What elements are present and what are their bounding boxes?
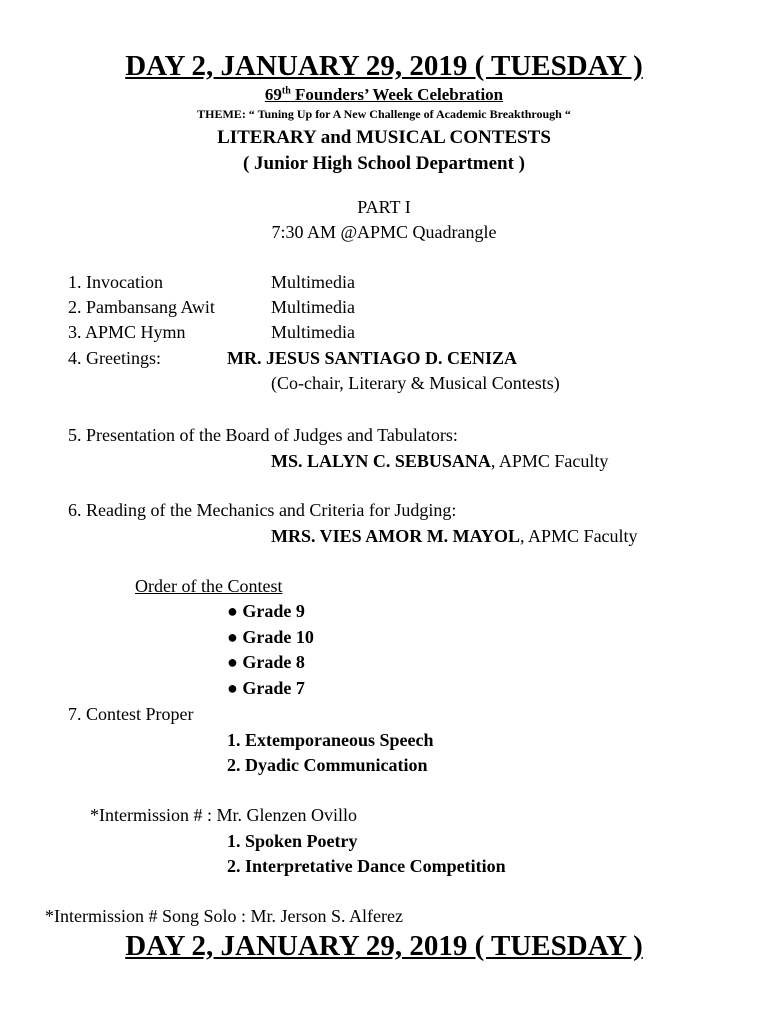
greetings-speaker-role: (Co-chair, Literary & Musical Contests) bbox=[271, 373, 560, 393]
contest-item: 1. Spoken Poetry bbox=[227, 831, 358, 851]
judges-presenter-affiliation: , APMC Faculty bbox=[490, 451, 609, 471]
program-item-contest-proper: 7. Contest Proper bbox=[68, 704, 194, 724]
department-line: ( Junior High School Department ) bbox=[242, 153, 525, 174]
order-grade-item: ● Grade 8 bbox=[227, 652, 305, 672]
mechanics-reader-affiliation: , APMC Faculty bbox=[520, 526, 638, 546]
program-item-mechanics: 6. Reading of the Mechanics and Criteria for Judging: bbox=[68, 500, 457, 520]
mechanics-reader bbox=[271, 525, 638, 547]
part-heading: PART I bbox=[357, 197, 411, 217]
program-item-invocation-value: Multimedia bbox=[271, 272, 355, 292]
page-title-repeat: DAY 2, JANUARY 29, 2019 ( TUESDAY ) bbox=[125, 930, 643, 962]
order-heading: Order of the Contest bbox=[135, 576, 283, 596]
contest-item: 2. Interpretative Dance Competition bbox=[227, 856, 506, 876]
program-item-judges: 5. Presentation of the Board of Judges and Tabulators: bbox=[68, 425, 458, 445]
mechanics-reader-name: MRS. VIES AMOR M. MAYOL bbox=[271, 526, 521, 546]
subtitle-ordinal-number: 69 bbox=[264, 85, 282, 104]
order-grade-item: ● Grade 10 bbox=[227, 627, 314, 647]
program-item-hymn: 3. APMC Hymn bbox=[68, 322, 186, 342]
contest-title: LITERARY and MUSICAL CONTESTS bbox=[217, 127, 551, 148]
judges-presenter-name: MS. LALYN C. SEBUSANA bbox=[271, 451, 491, 471]
judges-presenter bbox=[271, 450, 608, 472]
intermission-song-solo: *Intermission # Song Solo : Mr. Jerson S. Alferez bbox=[45, 906, 403, 926]
greetings-speaker-name: MR. JESUS SANTIAGO D. CENIZA bbox=[227, 348, 518, 368]
program-item-anthem: 2. Pambansang Awit bbox=[68, 297, 215, 317]
subtitle-ordinal-suffix: th bbox=[281, 85, 291, 97]
contest-item: 2. Dyadic Communication bbox=[227, 755, 428, 775]
contest-item: 1. Extemporaneous Speech bbox=[227, 730, 434, 750]
event-subtitle bbox=[0, 84, 768, 106]
subtitle-text: Founders’ Week Celebration bbox=[290, 85, 504, 104]
time-venue: 7:30 AM @APMC Quadrangle bbox=[271, 222, 497, 242]
program-item-invocation: 1. Invocation bbox=[68, 272, 163, 292]
theme-line: THEME: “ Tuning Up for A New Challenge of Academic Breakthrough “ bbox=[197, 107, 571, 121]
order-grade-item: ● Grade 7 bbox=[227, 678, 305, 698]
program-item-anthem-value: Multimedia bbox=[271, 297, 355, 317]
program-item-greetings: 4. Greetings: bbox=[68, 348, 161, 368]
program-item-hymn-value: Multimedia bbox=[271, 322, 355, 342]
page-title: DAY 2, JANUARY 29, 2019 ( TUESDAY ) bbox=[125, 50, 643, 82]
order-grade-item: ● Grade 9 bbox=[227, 601, 305, 621]
intermission-line: *Intermission # : Mr. Glenzen Ovillo bbox=[90, 805, 357, 825]
